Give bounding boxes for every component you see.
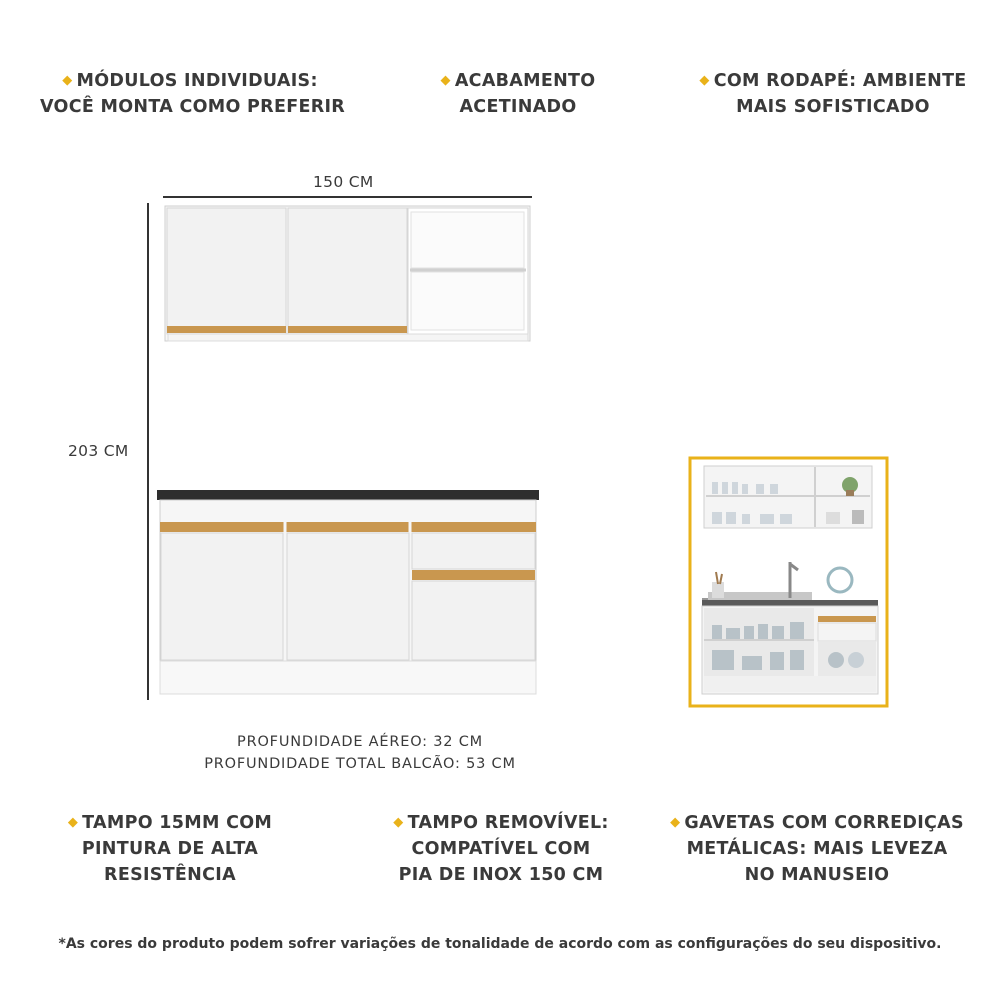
wood-handle (167, 326, 286, 333)
wood-handle (412, 570, 535, 580)
base-door-right (412, 581, 535, 660)
feature-line: ACETINADO (459, 97, 577, 117)
base-cabinet (157, 490, 539, 694)
depth-upper-label: PROFUNDIDADE AÉREO: 32 CM (237, 734, 483, 750)
feature-line: MÓDULOS INDIVIDUAIS: (76, 71, 318, 91)
upper-door-left (167, 208, 286, 334)
diamond-bullet-icon: ◆ (440, 73, 451, 88)
feature-line: MAIS SOFISTICADO (736, 97, 930, 117)
base-door-left (161, 533, 283, 660)
feature-line: ACABAMENTO (454, 71, 596, 91)
diamond-bullet-icon: ◆ (393, 815, 404, 830)
wood-handle (288, 326, 407, 333)
feature-line: TAMPO REMOVÍVEL: (407, 813, 609, 833)
diamond-bullet-icon: ◆ (62, 73, 73, 88)
feature-line: RESISTÊNCIA (104, 865, 236, 885)
depth-total-label: PROFUNDIDADE TOTAL BALCÃO: 53 CM (204, 756, 516, 772)
feature-line: COM RODAPÉ: AMBIENTE (713, 71, 967, 91)
diamond-bullet-icon: ◆ (67, 815, 79, 830)
feature-tampo (50, 810, 290, 888)
upper-cabinet (165, 206, 530, 341)
feature-tampo-removivel (376, 810, 626, 888)
feature-gavetas (662, 810, 972, 888)
upper-door-middle (288, 208, 407, 334)
diamond-bullet-icon: ◆ (699, 73, 710, 88)
countertop (157, 490, 539, 500)
feature-line: TAMPO 15MM COM (82, 813, 273, 833)
ambient-photo (690, 458, 887, 706)
feature-line: GAVETAS COM CORREDIÇAS (684, 813, 964, 833)
width-dimension-label: 150 CM (313, 173, 374, 191)
base-door-middle (287, 533, 409, 660)
feature-line: METÁLICAS: MAIS LEVEZA (686, 839, 948, 859)
feature-line: PIA DE INOX 150 CM (398, 865, 604, 885)
feature-line: PINTURA DE ALTA (81, 839, 259, 859)
height-dimension-label: 203 CM (68, 442, 129, 460)
feature-line: NO MANUSEIO (744, 865, 890, 885)
color-disclaimer-footnote: *As cores do produto podem sofrer variações de tonalidade de acordo com as configurações do seu dispositivo. (58, 936, 942, 952)
feature-line: VOCÊ MONTA COMO PREFERIR (40, 97, 346, 117)
base-drawer (412, 533, 535, 569)
wood-handle (160, 522, 536, 532)
feature-line: COMPATÍVEL COM (411, 839, 591, 859)
diamond-bullet-icon: ◆ (670, 815, 681, 830)
plinth (160, 661, 536, 694)
